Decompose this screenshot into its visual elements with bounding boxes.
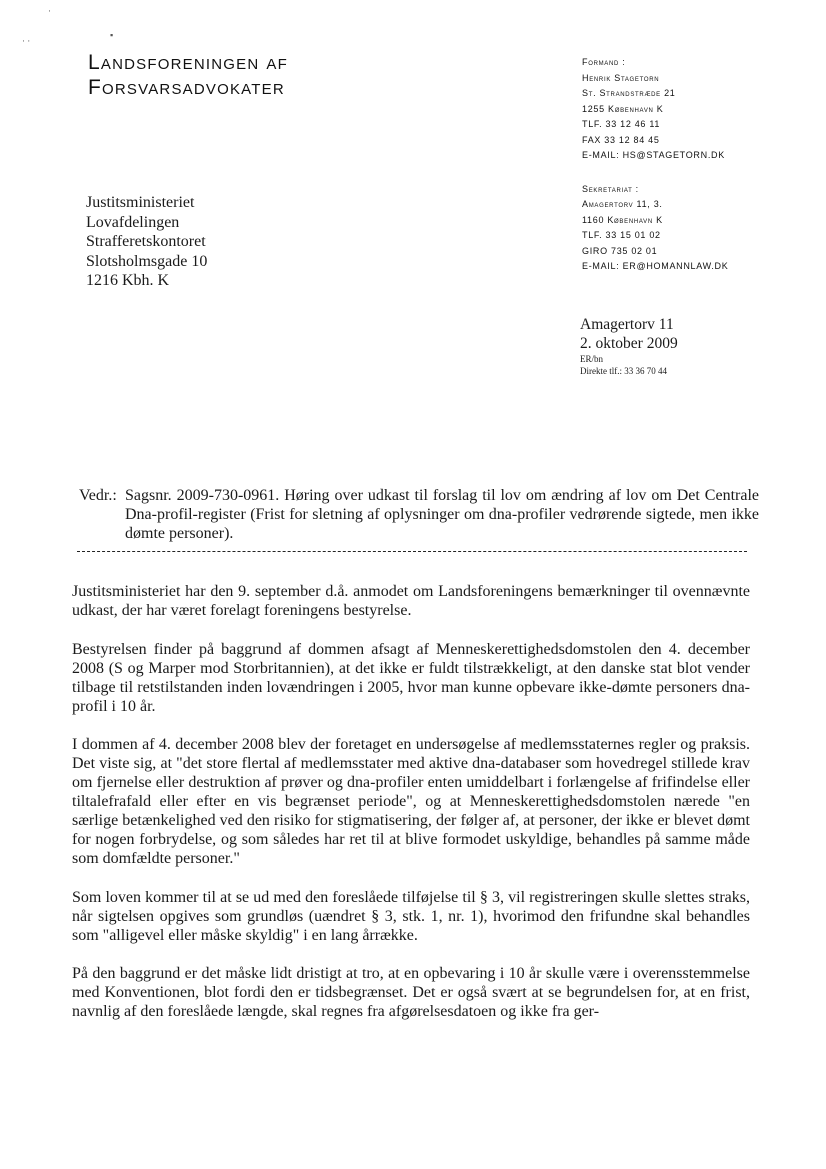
organization-name-line1: Landsforeningen af	[88, 51, 288, 74]
formand-block	[582, 55, 812, 164]
formand-fax: FAX 33 12 84 45	[582, 134, 660, 145]
body-paragraph: På den baggrund er det måske lidt dristigt at tro, at en opbevaring i 10 år skulle være i overensstemmelse med Konventionen, blot fordi den er tidsbegrænset. Det er også svært at se begrundelsen for, at en frist, navnlig af den foreslåede længde, skal regnes fra afgørelsesdatoen og ikke fra ger-	[72, 965, 750, 1020]
sekretariat-city: 1160 København K	[582, 214, 663, 225]
formand-phone: TLF. 33 12 46 11	[582, 119, 661, 129]
organization-name-line2: Forsvarsadvokater	[88, 76, 285, 99]
subject-text: Sagsnr. 2009-730-0961. Høring over udkast til forslag til lov om ændring af lov om Det Centrale Dna-profil-register (Frist for sletning af oplysninger om dna-profiler vedrørende sigtede, men ikke dømte personer).	[125, 487, 759, 542]
letter-date: 2. oktober 2009	[580, 335, 678, 352]
formand-email: E-MAIL: HS@STAGETORN.DK	[582, 150, 725, 160]
recipient-line: Strafferetskontoret	[86, 233, 206, 250]
letter-meta	[580, 315, 678, 377]
sender-info	[582, 55, 812, 275]
body-paragraph: Justitsministeriet har den 9. september d.å. anmodet om Landsforeningens bemærkninger til ovennævnte udkast, der har været forelagt foreningens bestyrelse.	[72, 583, 750, 619]
formand-city: 1255 København K	[582, 103, 664, 114]
formand-name: Henrik Stagetorn	[582, 72, 660, 83]
scan-artifact: ·	[48, 6, 51, 16]
recipient-line: Justitsministeriet	[86, 194, 195, 211]
direct-phone: Direkte tlf.: 33 36 70 44	[580, 366, 667, 376]
letter-body	[72, 582, 750, 1021]
recipient-address	[86, 193, 207, 291]
formand-street: St. Strandstræde 21	[582, 88, 676, 98]
letter-place: Amagertorv 11	[580, 316, 674, 333]
scan-artifact: · ·	[22, 36, 31, 46]
recipient-line: 1216 Kbh. K	[86, 272, 170, 289]
divider	[77, 551, 747, 552]
scan-artifact: ▪	[110, 30, 114, 40]
letter-initials: ER/bn	[580, 354, 604, 364]
sekretariat-heading: Sekretariat :	[582, 183, 639, 194]
sekretariat-email: E-MAIL: ER@HOMANNLAW.DK	[582, 261, 729, 271]
body-paragraph: Som loven kommer til at se ud med den foreslåede tilføjelse til § 3, vil registreringen skulle slettes straks, når sigtelsen opgives som grundløs (uændret § 3, stk. 1, nr. 1), hvorimod den frifundne skal behandles som "alligevel eller måske skyldig" i en lang årrække.	[72, 888, 750, 944]
subject-label: Vedr.:	[79, 487, 117, 504]
body-paragraph: I dommen af 4. december 2008 blev der foretaget en undersøgelse af medlemsstaternes regler og praksis. Det viste sig, at "det store flertal af medlemsstater med aktive dna-databaser som hovedregel stillede krav om fjernelse eller destruktion af prøver og dna-profiler enten umiddelbart i forlængelse af frifindelse eller tiltalefrafald eller efter en vis begrænset periode", og at Menneskerettighedsdomstolen nærede "en særlige betænkelighed ved den risiko for stigmatisering, der følger af, at personer, der ikke er blevet dømt for nogen forbrydelse, og som således har ret til at blive formodet uskyldige, behandles på samme måde som domfældte personer."	[72, 736, 750, 867]
recipient-line: Lovafdelingen	[86, 213, 180, 231]
sekretariat-giro: GIRO 735 02 01	[582, 245, 658, 256]
sekretariat-phone: TLF. 33 15 01 02	[582, 230, 661, 240]
subject-block	[79, 486, 759, 543]
sekretariat-street: Amagertorv 11, 3.	[582, 199, 663, 209]
formand-heading: Formand :	[582, 57, 626, 67]
organization-name	[88, 50, 288, 100]
body-paragraph: Bestyrelsen finder på baggrund af dommen afsagt af Menneskerettighedsdomstolen den 4. december 2008 (S og Marper mod Storbritannien), at det ikke er fuldt tilstrækkeligt, at den danske stat blot vender tilbage til retstilstanden inden lovændringen i 2005, hvor man kunne opbevare ikke-dømte personers dna-profil i 10 år.	[72, 640, 750, 715]
recipient-line: Slotsholmsgade 10	[86, 252, 208, 270]
sekretariat-block	[582, 182, 812, 275]
